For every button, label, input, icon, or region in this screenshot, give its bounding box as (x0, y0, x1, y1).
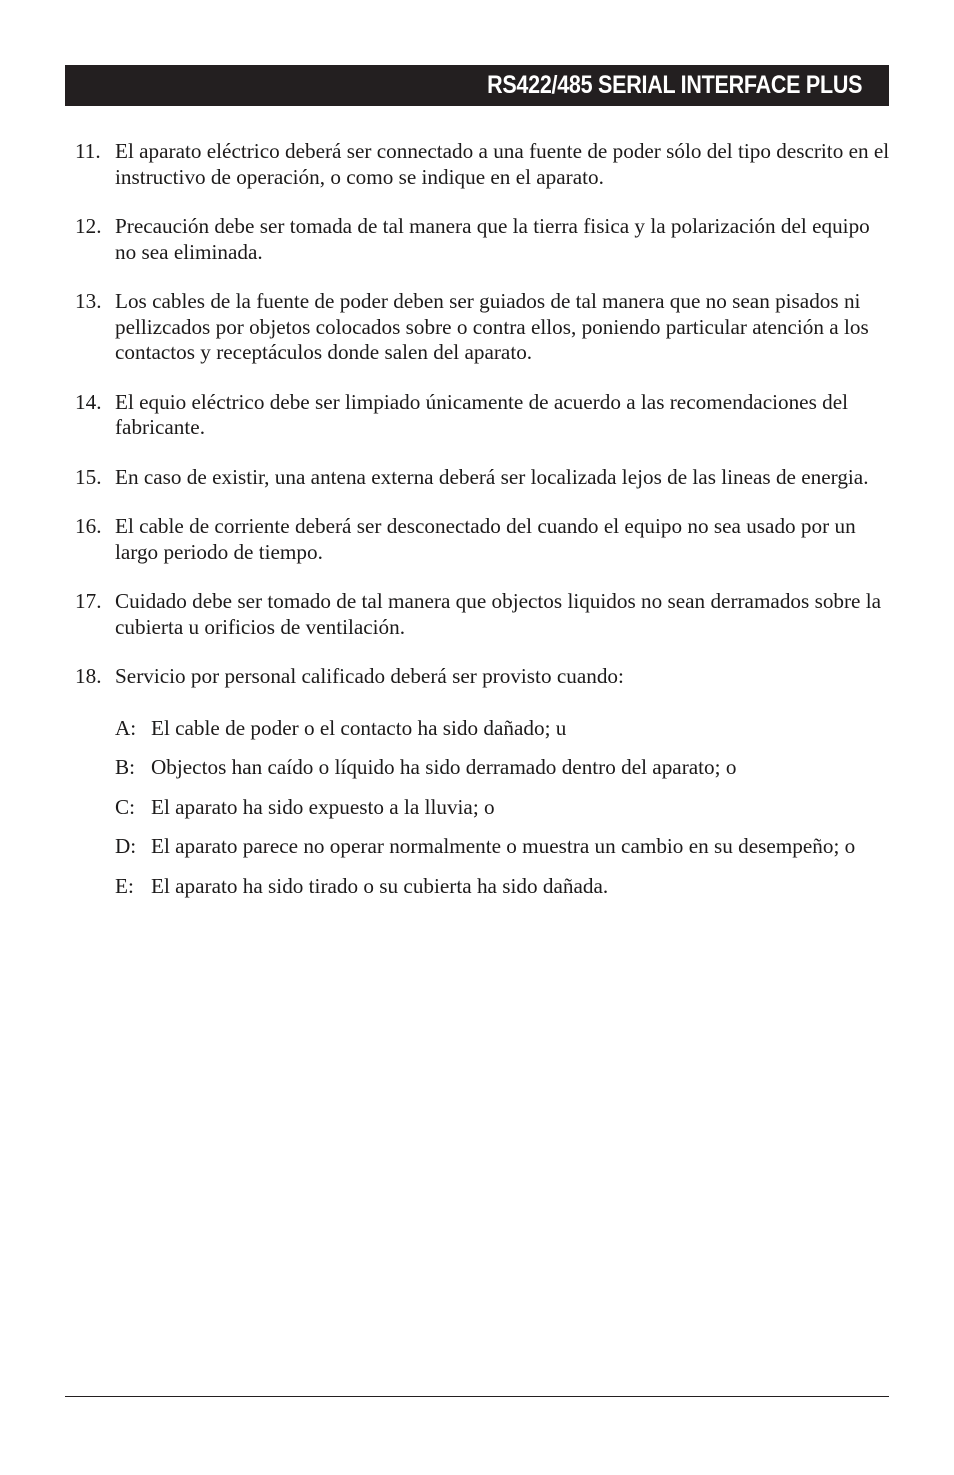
item-number: 16. (75, 514, 102, 538)
sub-item-letter: D: (115, 834, 137, 858)
sub-list (115, 716, 890, 900)
sub-item-letter: A: (115, 715, 137, 740)
sub-item-letter: B: (115, 755, 136, 779)
item-number: 17. (75, 589, 102, 613)
item-text: El cable de corriente deberá ser desconectado del cuando el equipo no sea usado por un largo periodo de tiempo. (115, 514, 856, 564)
item-text: Precaución debe ser tomada de tal manera que la tierra fisica y la polarización del equipo no sea eliminada. (115, 214, 870, 264)
header-bar (65, 65, 889, 106)
item-text: El equio eléctrico debe ser limpiado únicamente de acuerdo a las recomendaciones del fabricante. (115, 389, 848, 439)
item-text: En caso de existir, una antena externa deberá ser localizada lejos de las lineas de energia. (115, 464, 869, 489)
item-text: Servicio por personal calificado deberá ser provisto cuando: (115, 664, 624, 688)
sub-list-item (115, 834, 890, 860)
sub-item-text: El aparato ha sido tirado o su cubierta ha sido dañada. (151, 873, 609, 898)
sub-list-item (115, 874, 890, 900)
instructions-list (75, 139, 890, 923)
item-text: El aparato eléctrico deberá ser connectado a una fuente de poder sólo del tipo descrito en el instructivo de operación, o como se indique en el aparato. (115, 139, 890, 189)
sub-list-item (115, 795, 890, 821)
sub-list-item (115, 755, 890, 781)
footer-rule (65, 1396, 889, 1397)
list-item (75, 214, 890, 265)
sub-item-letter: E: (115, 873, 134, 898)
item-number: 11. (75, 139, 101, 163)
sub-item-text: Objectos han caído o líquido ha sido derramado dentro del aparato; o (151, 755, 737, 779)
page-title: RS422/485 SERIAL INTERFACE PLUS (486, 71, 862, 99)
list-item (75, 589, 890, 640)
item-text: Cuidado debe ser tomado de tal manera que objectos liquidos no sean derramados sobre la cubierta u orificios de ventilación. (115, 589, 882, 639)
sub-list-item (115, 716, 890, 742)
item-number: 12. (75, 214, 102, 238)
item-number: 18. (75, 664, 102, 688)
list-item (75, 289, 890, 366)
item-number: 14. (75, 389, 102, 414)
sub-item-letter: C: (115, 794, 136, 819)
list-item (75, 139, 890, 190)
item-text: Los cables de la fuente de poder deben ser guiados de tal manera que no sean pisados ni pellizcados por objetos colocados sobre o contra ellos, poniendo particular atención a los contactos y receptáculos donde salen del aparato. (115, 289, 869, 364)
sub-item-text: El cable de poder o el contacto ha sido dañado; u (151, 715, 567, 740)
sub-item-text: El aparato parece no operar normalmente o muestra un cambio en su desempeño; o (151, 834, 856, 858)
list-item (75, 390, 890, 441)
list-item (75, 664, 890, 899)
sub-item-text: El aparato ha sido expuesto a la lluvia; o (151, 794, 495, 819)
item-number: 15. (75, 464, 102, 489)
list-item (75, 514, 890, 565)
item-number: 13. (75, 289, 102, 313)
list-item (75, 465, 890, 491)
